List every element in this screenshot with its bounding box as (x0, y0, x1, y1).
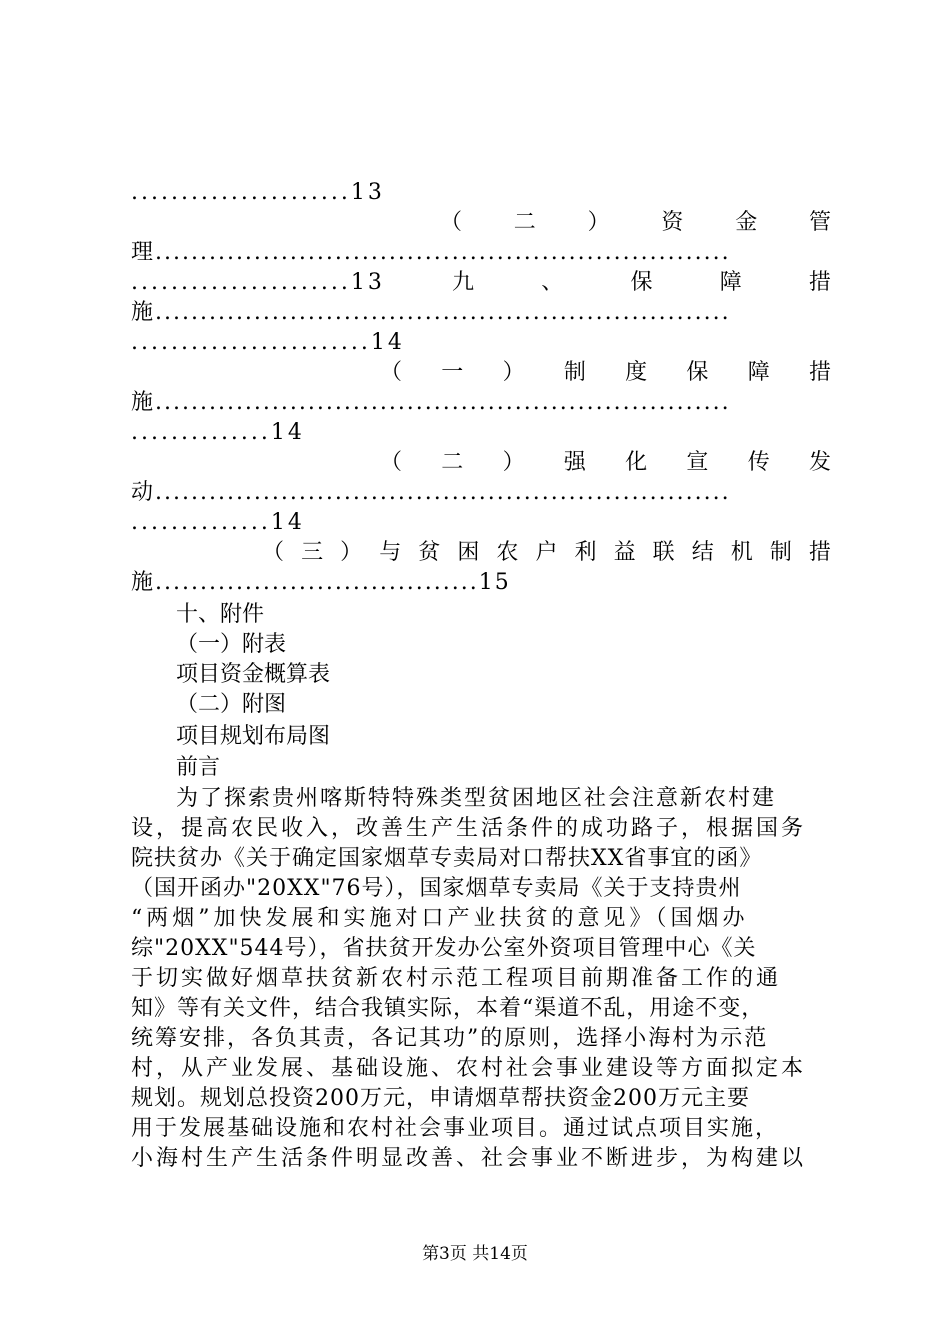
toc-line-safeguard-measures: ......................13 九 、 保 障 措 (131, 270, 831, 295)
toc-line-capital-management: （ 二 ） 资 金 管 (440, 210, 831, 235)
preface-line: 设，提高农民收入，改善生产生活条件的成功路子，根据国务 (131, 816, 807, 841)
preface-line: 规划。规划总投资200万元，申请烟草帮扶资金200万元主要 (131, 1086, 750, 1111)
toc-line: 施....................................15 (131, 570, 511, 595)
preface-line: “两烟”加快发展和实施对口产业扶贫的意见》（国烟办 (131, 906, 749, 931)
toc-line-publicity-mobilization: （ 二 ） 强 化 宣 传 发 (380, 450, 831, 475)
appendix-heading: 十、附件 (176, 602, 265, 627)
toc-line: 理................................................................ (131, 240, 731, 265)
preface-line: 为了探索贵州喀斯特特殊类型贫困地区社会注意新农村建 (176, 786, 777, 811)
preface-line: 于切实做好烟草扶贫新农村示范工程项目前期准备工作的通 (131, 966, 782, 991)
preface-line: 院扶贫办《关于确定国家烟草专卖局对口帮扶XX省事宜的函》 (131, 846, 763, 871)
appendix-item-budget-table: 项目资金概算表 (176, 662, 331, 687)
toc-line: ........................14 (131, 330, 405, 355)
toc-line: ..............14 (131, 510, 305, 535)
toc-line: 动................................................................ (131, 480, 731, 505)
preface-line: （国开函办"20XX"76号），国家烟草专卖局《关于支持贵州 (131, 876, 742, 901)
toc-line: 施................................................................ (131, 300, 731, 325)
toc-line: ......................13 (131, 180, 385, 205)
toc-line-benefit-linkage: （ 三 ） 与 贫 困 农 户 利 益 联 结 机 制 措 (262, 540, 831, 565)
toc-line-system-safeguard: （ 一 ） 制 度 保 障 措 (380, 360, 831, 385)
preface-line: 综"20XX"544号），省扶贫开发办公室外资项目管理中心《关 (131, 936, 757, 961)
page-number-footer: 第3页 共14页 (422, 1244, 528, 1264)
toc-line: ..............14 (131, 420, 305, 445)
toc-line: 施................................................................ (131, 390, 731, 415)
preface-heading: 前言 (176, 755, 221, 780)
preface-line: 村，从产业发展、基础设施、农村社会事业建设等方面拟定本 (131, 1056, 807, 1081)
appendix-sub-figure: （二）附图 (176, 692, 287, 717)
preface-line: 小海村生产生活条件明显改善、社会事业不断进步，为构建以 (131, 1146, 807, 1171)
preface-line: 知》等有关文件，结合我镇实际，本着“渠道不乱，用途不变， (131, 996, 765, 1021)
preface-line: 统筹安排，各负其责，各记其功”的原则，选择小海村为示范 (131, 1026, 769, 1051)
preface-line: 用于发展基础设施和农村社会事业项目。通过试点项目实施， (131, 1116, 780, 1141)
appendix-item-layout-map: 项目规划布局图 (176, 724, 331, 749)
appendix-sub-table: （一）附表 (176, 632, 287, 657)
